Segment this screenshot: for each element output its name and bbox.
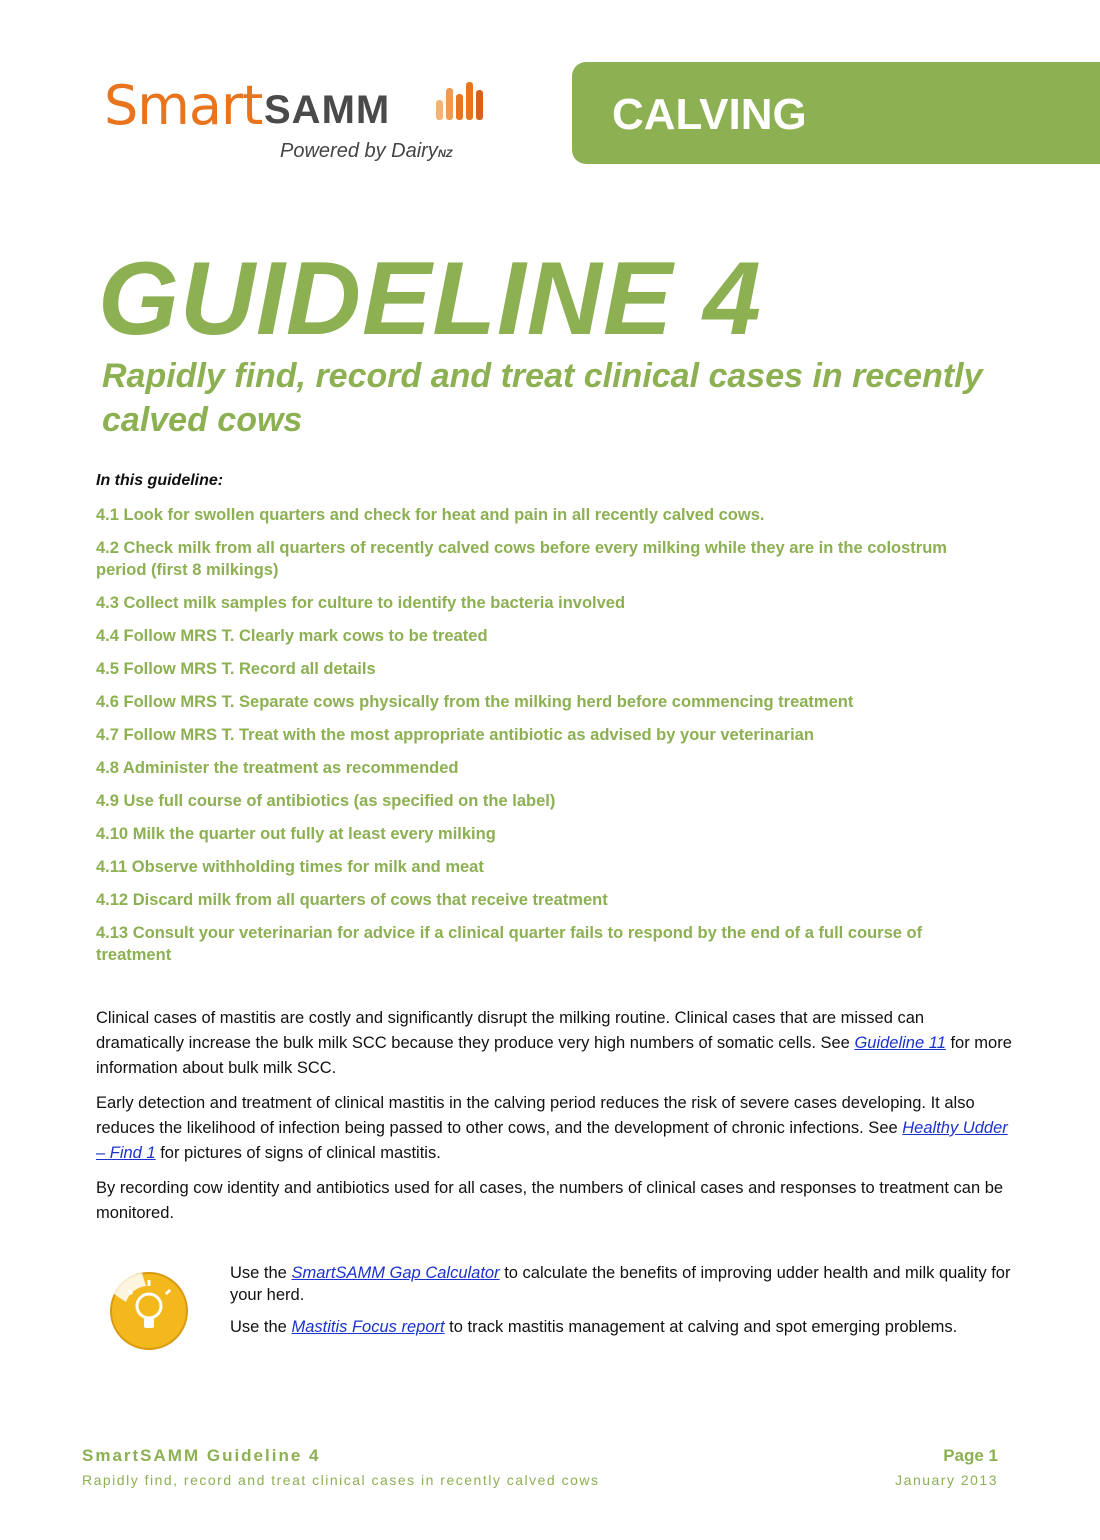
tip-1 bbox=[230, 1262, 1020, 1306]
logo-smart-text: Smart bbox=[104, 74, 263, 137]
toc-item[interactable]: 4.13 Consult your veterinarian for advice if a clinical quarter fails to respond by the end of a full course of treatment bbox=[96, 924, 923, 964]
body-paragraph-1 bbox=[96, 1006, 1016, 1081]
toc-item[interactable]: 4.12 Discard milk from all quarters of cows that receive treatment bbox=[96, 891, 608, 909]
toc-item[interactable]: 4.5 Follow MRS T. Record all details bbox=[96, 660, 376, 678]
toc-item[interactable]: 4.3 Collect milk samples for culture to identify the bacteria involved bbox=[96, 594, 626, 612]
footer-title: SmartSAMM Guideline 4 bbox=[82, 1446, 321, 1465]
footer-date: January 2013 bbox=[895, 1472, 998, 1488]
page-title: GUIDELINE 4 bbox=[98, 241, 762, 357]
body-paragraph-2 bbox=[96, 1091, 1016, 1166]
tip-2 bbox=[230, 1316, 1020, 1338]
toc-heading: In this guideline: bbox=[96, 472, 224, 489]
guideline-11-link[interactable]: Guideline 11 bbox=[854, 1034, 946, 1052]
gap-calculator-link[interactable]: SmartSAMM Gap Calculator bbox=[291, 1264, 500, 1282]
toc-item[interactable]: 4.9 Use full course of antibiotics (as specified on the label) bbox=[96, 792, 556, 810]
mastitis-focus-link[interactable]: Mastitis Focus report bbox=[291, 1318, 445, 1336]
logo-bars-icon bbox=[434, 78, 494, 122]
toc-item[interactable]: 4.7 Follow MRS T. Treat with the most appropriate antibiotic as advised by your veterinarian bbox=[96, 726, 814, 744]
logo-samm-text: SAMM bbox=[264, 88, 391, 132]
lightbulb-icon bbox=[104, 1264, 194, 1354]
body-text bbox=[96, 1006, 1016, 1236]
body-p2-text: Early detection and treatment of clinical mastitis in the calving period reduces the risk of severe cases developing. It also reduces the likelihood of infection being passed to other cows, and the development of chronic infections. See bbox=[96, 1094, 975, 1137]
tip-1-text: Use the bbox=[230, 1264, 292, 1282]
toc-item[interactable]: 4.8 Administer the treatment as recommended bbox=[96, 759, 459, 777]
logo-nz-text: NZ bbox=[437, 148, 453, 160]
logo-powered-text: Powered by Dairy bbox=[280, 140, 438, 162]
toc-list bbox=[96, 504, 996, 977]
toc-item[interactable]: 4.2 Check milk from all quarters of recently calved cows before every milking while they are in the colostrum period (first 8 milkings) bbox=[96, 539, 947, 579]
body-p2-text-end: for pictures of signs of clinical mastitis. bbox=[155, 1144, 441, 1162]
body-p1-text: Clinical cases of mastitis are costly and significantly disrupt the milking routine. Clinical cases that are missed can dramatically increase the bulk milk SCC because they produce very high numbers of somatic cells. See bbox=[96, 1009, 925, 1052]
category-banner bbox=[572, 62, 1100, 164]
footer-right bbox=[895, 1446, 998, 1488]
footer-subtitle: Rapidly find, record and treat clinical cases in recently calved cows bbox=[82, 1472, 600, 1488]
healthy-udder-link[interactable]: Healthy Udder – Find 1 bbox=[96, 1119, 1008, 1162]
body-p1-text-end: for more information about bulk milk SCC. bbox=[96, 1034, 1012, 1077]
toc-item[interactable]: 4.4 Follow MRS T. Clearly mark cows to be treated bbox=[96, 627, 488, 645]
footer-left bbox=[82, 1446, 599, 1488]
toc-item[interactable]: 4.6 Follow MRS T. Separate cows physically from the milking herd before commencing treatment bbox=[96, 693, 854, 711]
page-subtitle: Rapidly find, record and treat clinical cases in recently calved cows bbox=[102, 357, 983, 439]
tip-2-text-end: to track mastitis management at calving and spot emerging problems. bbox=[444, 1318, 958, 1336]
toc-item[interactable]: 4.11 Observe withholding times for milk and meat bbox=[96, 858, 484, 876]
tip-1-text-end: to calculate the benefits of improving udder health and milk quality for your herd. bbox=[230, 1264, 1011, 1304]
body-paragraph-3: By recording cow identity and antibiotics used for all cases, the numbers of clinical cases and responses to treatment can be monitored. bbox=[96, 1179, 1004, 1222]
logo-powered-by bbox=[280, 140, 453, 163]
category-label: CALVING bbox=[612, 90, 807, 139]
tips-box bbox=[230, 1262, 1020, 1348]
smartsamm-logo bbox=[104, 74, 504, 174]
toc-item[interactable]: 4.10 Milk the quarter out fully at least every milking bbox=[96, 825, 496, 843]
toc-item[interactable]: 4.1 Look for swollen quarters and check for heat and pain in all recently calved cows. bbox=[96, 506, 765, 524]
page-number: Page 1 bbox=[943, 1446, 998, 1465]
tip-2-text: Use the bbox=[230, 1318, 292, 1336]
